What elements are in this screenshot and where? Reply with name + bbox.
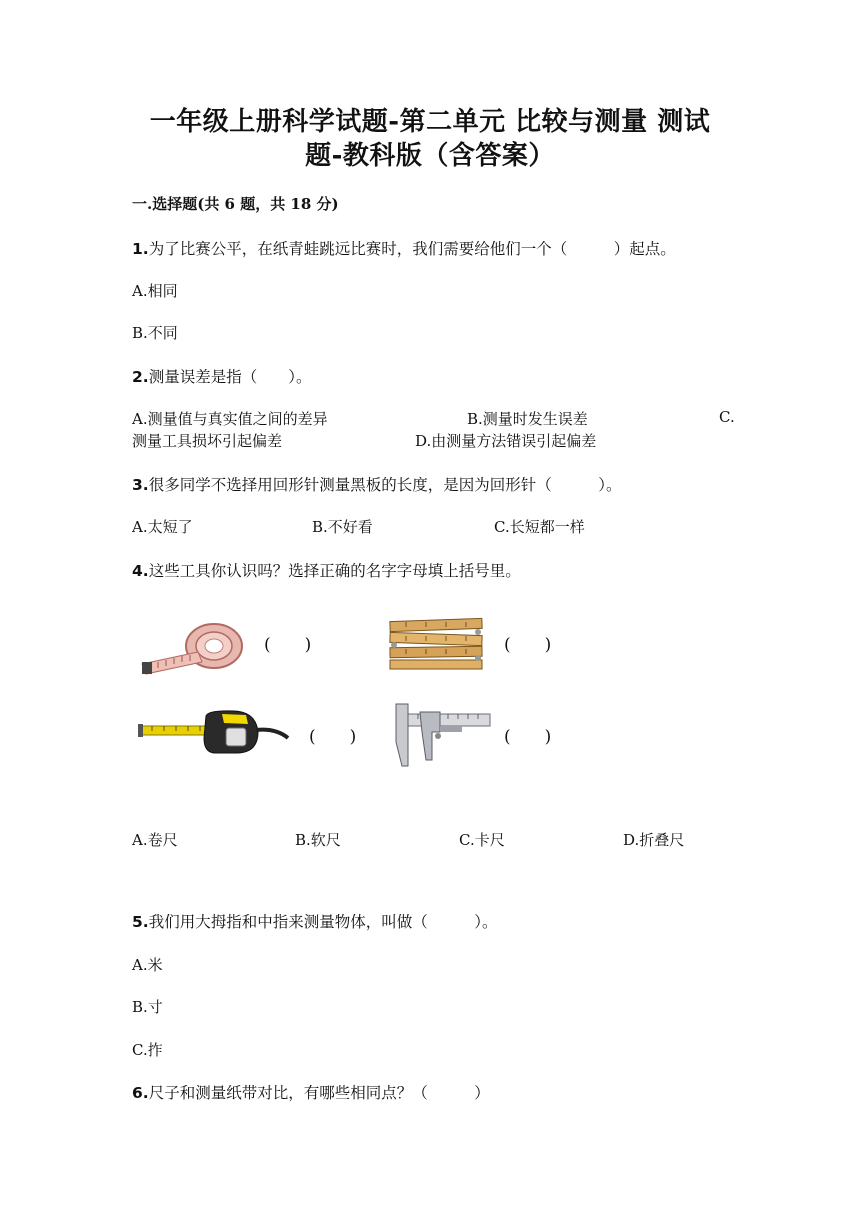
q5-option-b[interactable]: B.寸	[132, 998, 163, 1016]
question-number: 3.	[132, 476, 149, 494]
question-number: 2.	[132, 368, 149, 386]
question-text: 尺子和测量纸带对比，有哪些相同点？（ ）	[148, 1084, 490, 1102]
question-2	[132, 365, 311, 387]
q2-option-c-text[interactable]: 测量工具损坏引起偏差	[132, 432, 283, 450]
question-number: 5.	[132, 913, 149, 931]
q2-option-a[interactable]: A.测量值与真实值之间的差异	[132, 410, 328, 428]
question-text: 很多同学不选择用回形针测量黑板的长度，是因为回形针（ ）。	[148, 476, 622, 494]
q3-option-c[interactable]: C.长短都一样	[494, 518, 585, 536]
q4-option-d[interactable]: D.折叠尺	[623, 831, 685, 849]
title-line-2: 题-教科版（含答案）	[305, 141, 555, 171]
section-heading: 一.选择题(共 6 题，共 18 分)	[132, 195, 339, 213]
question-number: 1.	[132, 240, 149, 258]
vernier-caliper-icon	[388, 702, 492, 768]
q4-option-c[interactable]: C.卡尺	[459, 831, 505, 849]
question-4	[132, 559, 521, 581]
q5-option-c[interactable]: C.拃	[132, 1041, 163, 1059]
question-text: 这些工具你认识吗？选择正确的名字字母填上括号里。	[148, 562, 521, 580]
q4-blank-1[interactable]: ( )	[264, 635, 312, 655]
q4-option-b[interactable]: B.软尺	[295, 831, 341, 849]
question-text: 测量误差是指（ ）。	[148, 368, 312, 386]
question-text: 我们用大拇指和中指来测量物体，叫做（ ）。	[148, 913, 498, 931]
q5-option-a[interactable]: A.米	[132, 956, 163, 974]
question-6	[132, 1081, 490, 1103]
q2-option-b[interactable]: B.测量时发生误差	[467, 410, 588, 428]
question-text: 为了比赛公平，在纸青蛙跳远比赛时，我们需要给他们一个（ ）起点。	[148, 240, 676, 258]
q4-blank-3[interactable]: ( )	[309, 727, 357, 747]
question-number: 4.	[132, 562, 149, 580]
q1-option-b[interactable]: B.不同	[132, 324, 178, 342]
title-line-1: 一年级上册科学试题-第二单元 比较与测量 测试	[149, 107, 711, 137]
question-5	[132, 910, 497, 932]
q2-option-c-label[interactable]: C.	[719, 408, 735, 426]
tape-measure-icon	[138, 708, 290, 756]
question-number: 6.	[132, 1084, 149, 1102]
q2-option-d[interactable]: D.由测量方法错误引起偏差	[415, 432, 597, 450]
q4-blank-2[interactable]: ( )	[504, 635, 552, 655]
question-1	[132, 237, 676, 259]
soft-tape-measure-icon	[138, 618, 250, 676]
q1-option-a[interactable]: A.相同	[132, 282, 178, 300]
q4-blank-4[interactable]: ( )	[504, 727, 552, 747]
q3-option-b[interactable]: B.不好看	[312, 518, 373, 536]
q3-option-a[interactable]: A.太短了	[132, 518, 193, 536]
folding-ruler-icon	[386, 614, 488, 672]
q4-option-a[interactable]: A.卷尺	[132, 831, 178, 849]
question-3	[132, 473, 621, 495]
